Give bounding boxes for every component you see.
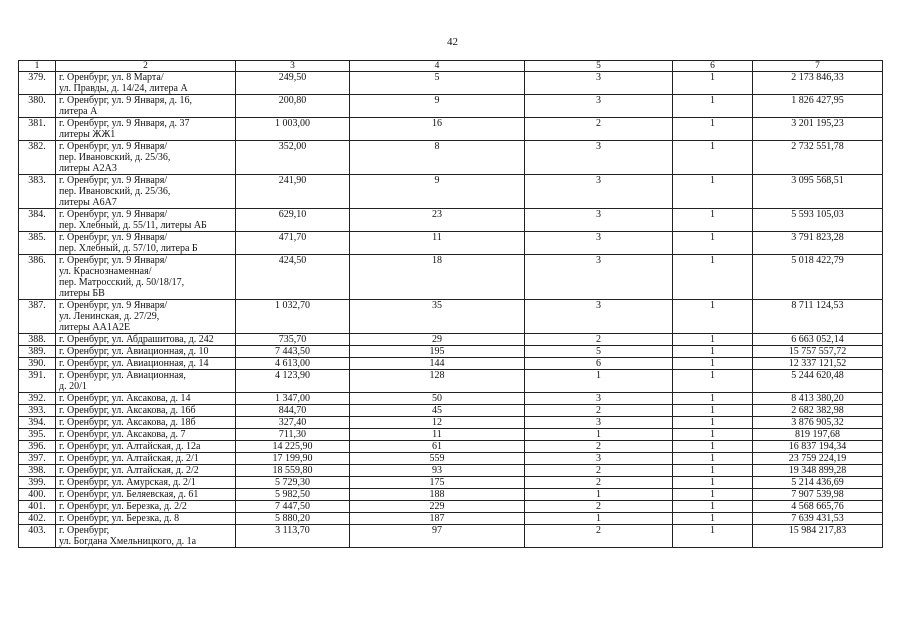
column-6-cell: 1 [673,477,753,489]
area-cell: 5 880,20 [236,513,350,525]
row-number: 397. [19,453,56,465]
address-cell: г. Оренбург, ул. 9 Января/ пер. Ивановский, д. 25/36, литеры А6А7 [56,175,236,209]
cost-cell: 819 197,68 [753,429,883,441]
column-header: 1 [19,61,56,72]
column-4-cell: 35 [350,300,525,334]
table-row [19,175,883,209]
column-5-cell: 3 [525,232,673,255]
address-cell: г. Оренбург, ул. Алтайская, д. 12а [56,441,236,453]
cost-cell: 2 732 551,78 [753,141,883,175]
row-number: 386. [19,255,56,300]
table-row [19,489,883,501]
column-4-cell: 61 [350,441,525,453]
column-4-cell: 50 [350,393,525,405]
row-number: 400. [19,489,56,501]
column-5-cell: 2 [525,118,673,141]
column-6-cell: 1 [673,72,753,95]
cost-cell: 2 682 382,98 [753,405,883,417]
column-4-cell: 9 [350,175,525,209]
cost-cell: 5 244 620,48 [753,370,883,393]
column-5-cell: 2 [525,441,673,453]
column-4-cell: 144 [350,358,525,370]
column-6-cell: 1 [673,255,753,300]
area-cell: 629,10 [236,209,350,232]
column-header: 7 [753,61,883,72]
column-4-cell: 187 [350,513,525,525]
area-cell: 14 225,90 [236,441,350,453]
area-cell: 249,50 [236,72,350,95]
area-cell: 735,70 [236,334,350,346]
column-6-cell: 1 [673,465,753,477]
address-cell: г. Оренбург, ул. Авиационная, д. 20/1 [56,370,236,393]
cost-cell: 8 711 124,53 [753,300,883,334]
table-row [19,255,883,300]
column-4-cell: 175 [350,477,525,489]
address-cell: г. Оренбург, ул. Авиационная, д. 14 [56,358,236,370]
cost-cell: 8 413 380,20 [753,393,883,405]
area-cell: 844,70 [236,405,350,417]
area-cell: 424,50 [236,255,350,300]
table-row [19,453,883,465]
column-5-cell: 1 [525,489,673,501]
cost-cell: 3 791 823,28 [753,232,883,255]
column-6-cell: 1 [673,300,753,334]
table-row [19,141,883,175]
column-header: 6 [673,61,753,72]
address-cell: г. Оренбург, ул. 9 Января, д. 16, литера А [56,95,236,118]
column-4-cell: 11 [350,429,525,441]
cost-cell: 12 337 121,52 [753,358,883,370]
cost-cell: 7 639 431,53 [753,513,883,525]
column-5-cell: 3 [525,141,673,175]
table-row [19,525,883,548]
table-row [19,118,883,141]
table-row [19,465,883,477]
row-number: 385. [19,232,56,255]
column-6-cell: 1 [673,453,753,465]
column-5-cell: 3 [525,453,673,465]
cost-cell: 19 348 899,28 [753,465,883,477]
address-cell: г. Оренбург, ул. 9 Января/ пер. Хлебный, д. 55/11, литеры АБ [56,209,236,232]
address-cell: г. Оренбург, ул. Богдана Хмельницкого, д. 1а [56,525,236,548]
row-number: 383. [19,175,56,209]
row-number: 387. [19,300,56,334]
table-row [19,417,883,429]
column-4-cell: 8 [350,141,525,175]
cost-cell: 5 214 436,69 [753,477,883,489]
table-row [19,209,883,232]
table-row [19,405,883,417]
area-cell: 18 559,80 [236,465,350,477]
column-5-cell: 3 [525,393,673,405]
page-number: 42 [447,36,458,48]
address-cell: г. Оренбург, ул. 9 Января/ ул. Краснознаменная/ пер. Матросский, д. 50/18/17, литеры БВ [56,255,236,300]
address-cell: г. Оренбург, ул. Аксакова, д. 14 [56,393,236,405]
column-5-cell: 3 [525,95,673,118]
row-number: 401. [19,501,56,513]
row-number: 379. [19,72,56,95]
table-row [19,358,883,370]
area-cell: 1 032,70 [236,300,350,334]
row-number: 391. [19,370,56,393]
row-number: 392. [19,393,56,405]
column-4-cell: 93 [350,465,525,477]
area-cell: 5 729,30 [236,477,350,489]
row-number: 380. [19,95,56,118]
column-4-cell: 229 [350,501,525,513]
column-5-cell: 3 [525,300,673,334]
table-row [19,477,883,489]
area-cell: 1 003,00 [236,118,350,141]
column-5-cell: 2 [525,525,673,548]
column-6-cell: 1 [673,370,753,393]
table-row [19,501,883,513]
address-cell: г. Оренбург, ул. Аксакова, д. 16б [56,405,236,417]
address-cell: г. Оренбург, ул. 9 Января/ пер. Хлебный, д. 57/10, литера Б [56,232,236,255]
column-4-cell: 97 [350,525,525,548]
column-5-cell: 3 [525,255,673,300]
address-cell: г. Оренбург, ул. Аксакова, д. 18б [56,417,236,429]
column-5-cell: 1 [525,370,673,393]
column-6-cell: 1 [673,232,753,255]
cost-cell: 4 568 665,76 [753,501,883,513]
column-4-cell: 18 [350,255,525,300]
cost-cell: 15 757 557,72 [753,346,883,358]
column-6-cell: 1 [673,358,753,370]
cost-cell: 23 759 224,19 [753,453,883,465]
row-number: 395. [19,429,56,441]
address-cell: г. Оренбург, ул. 9 Января, д. 37 литеры ЖЖ1 [56,118,236,141]
table-row [19,429,883,441]
column-5-cell: 2 [525,465,673,477]
area-cell: 471,70 [236,232,350,255]
table-row [19,95,883,118]
table-row [19,370,883,393]
column-6-cell: 1 [673,489,753,501]
row-number: 381. [19,118,56,141]
column-5-cell: 2 [525,477,673,489]
row-number: 388. [19,334,56,346]
column-5-cell: 1 [525,513,673,525]
area-cell: 7 443,50 [236,346,350,358]
column-5-cell: 3 [525,175,673,209]
address-cell: г. Оренбург, ул. Березка, д. 8 [56,513,236,525]
row-number: 402. [19,513,56,525]
column-6-cell: 1 [673,118,753,141]
address-cell: г. Оренбург, ул. Алтайская, д. 2/2 [56,465,236,477]
row-number: 384. [19,209,56,232]
registry-table [18,60,883,548]
column-4-cell: 29 [350,334,525,346]
area-cell: 200,80 [236,95,350,118]
column-6-cell: 1 [673,405,753,417]
row-number: 390. [19,358,56,370]
column-4-cell: 45 [350,405,525,417]
column-6-cell: 1 [673,95,753,118]
cost-cell: 6 663 052,14 [753,334,883,346]
table-row [19,334,883,346]
column-5-cell: 5 [525,346,673,358]
column-6-cell: 1 [673,175,753,209]
column-4-cell: 16 [350,118,525,141]
column-header: 2 [56,61,236,72]
column-6-cell: 1 [673,501,753,513]
address-cell: г. Оренбург, ул. Беляевская, д. 61 [56,489,236,501]
column-5-cell: 3 [525,209,673,232]
column-6-cell: 1 [673,346,753,358]
cost-cell: 16 837 194,34 [753,441,883,453]
area-cell: 3 113,70 [236,525,350,548]
column-6-cell: 1 [673,429,753,441]
column-5-cell: 6 [525,358,673,370]
address-cell: г. Оренбург, ул. 9 Января/ пер. Ивановский, д. 25/36, литеры А2А3 [56,141,236,175]
cost-cell: 2 173 846,33 [753,72,883,95]
column-5-cell: 2 [525,334,673,346]
row-number: 399. [19,477,56,489]
table-row [19,300,883,334]
address-cell: г. Оренбург, ул. Абдрашитова, д. 242 [56,334,236,346]
area-cell: 5 982,50 [236,489,350,501]
column-5-cell: 3 [525,417,673,429]
column-header: 4 [350,61,525,72]
column-4-cell: 9 [350,95,525,118]
column-6-cell: 1 [673,441,753,453]
column-4-cell: 23 [350,209,525,232]
cost-cell: 1 826 427,95 [753,95,883,118]
address-cell: г. Оренбург, ул. Аксакова, д. 7 [56,429,236,441]
column-5-cell: 2 [525,405,673,417]
row-number: 396. [19,441,56,453]
column-6-cell: 1 [673,209,753,232]
column-6-cell: 1 [673,141,753,175]
column-5-cell: 3 [525,72,673,95]
row-number: 398. [19,465,56,477]
cost-cell: 7 907 539,98 [753,489,883,501]
area-cell: 352,00 [236,141,350,175]
table-row [19,513,883,525]
column-6-cell: 1 [673,525,753,548]
column-4-cell: 559 [350,453,525,465]
column-header: 5 [525,61,673,72]
cost-cell: 5 018 422,79 [753,255,883,300]
column-4-cell: 195 [350,346,525,358]
column-4-cell: 5 [350,72,525,95]
area-cell: 1 347,00 [236,393,350,405]
column-6-cell: 1 [673,417,753,429]
table-row [19,72,883,95]
row-number: 382. [19,141,56,175]
address-cell: г. Оренбург, ул. 9 Января/ ул. Ленинская, д. 27/29, литеры АА1А2Е [56,300,236,334]
column-4-cell: 188 [350,489,525,501]
column-5-cell: 1 [525,429,673,441]
column-6-cell: 1 [673,393,753,405]
area-cell: 4 123,90 [236,370,350,393]
area-cell: 17 199,90 [236,453,350,465]
column-5-cell: 2 [525,501,673,513]
cost-cell: 3 201 195,23 [753,118,883,141]
column-4-cell: 12 [350,417,525,429]
address-cell: г. Оренбург, ул. Амурская, д. 2/1 [56,477,236,489]
cost-cell: 5 593 105,03 [753,209,883,232]
address-cell: г. Оренбург, ул. Алтайская, д. 2/1 [56,453,236,465]
row-number: 389. [19,346,56,358]
table-row [19,393,883,405]
table-row [19,441,883,453]
row-number: 394. [19,417,56,429]
cost-cell: 3 095 568,51 [753,175,883,209]
column-6-cell: 1 [673,334,753,346]
table-row [19,346,883,358]
column-6-cell: 1 [673,513,753,525]
header-row [19,61,883,72]
address-cell: г. Оренбург, ул. Березка, д. 2/2 [56,501,236,513]
area-cell: 7 447,50 [236,501,350,513]
column-4-cell: 11 [350,232,525,255]
column-4-cell: 128 [350,370,525,393]
address-cell: г. Оренбург, ул. Авиационная, д. 10 [56,346,236,358]
column-header: 3 [236,61,350,72]
row-number: 403. [19,525,56,548]
address-cell: г. Оренбург, ул. 8 Марта/ ул. Правды, д. 14/24, литера А [56,72,236,95]
cost-cell: 3 876 905,32 [753,417,883,429]
area-cell: 4 613,00 [236,358,350,370]
area-cell: 327,40 [236,417,350,429]
row-number: 393. [19,405,56,417]
area-cell: 241,90 [236,175,350,209]
cost-cell: 15 984 217,83 [753,525,883,548]
area-cell: 711,30 [236,429,350,441]
table-row [19,232,883,255]
